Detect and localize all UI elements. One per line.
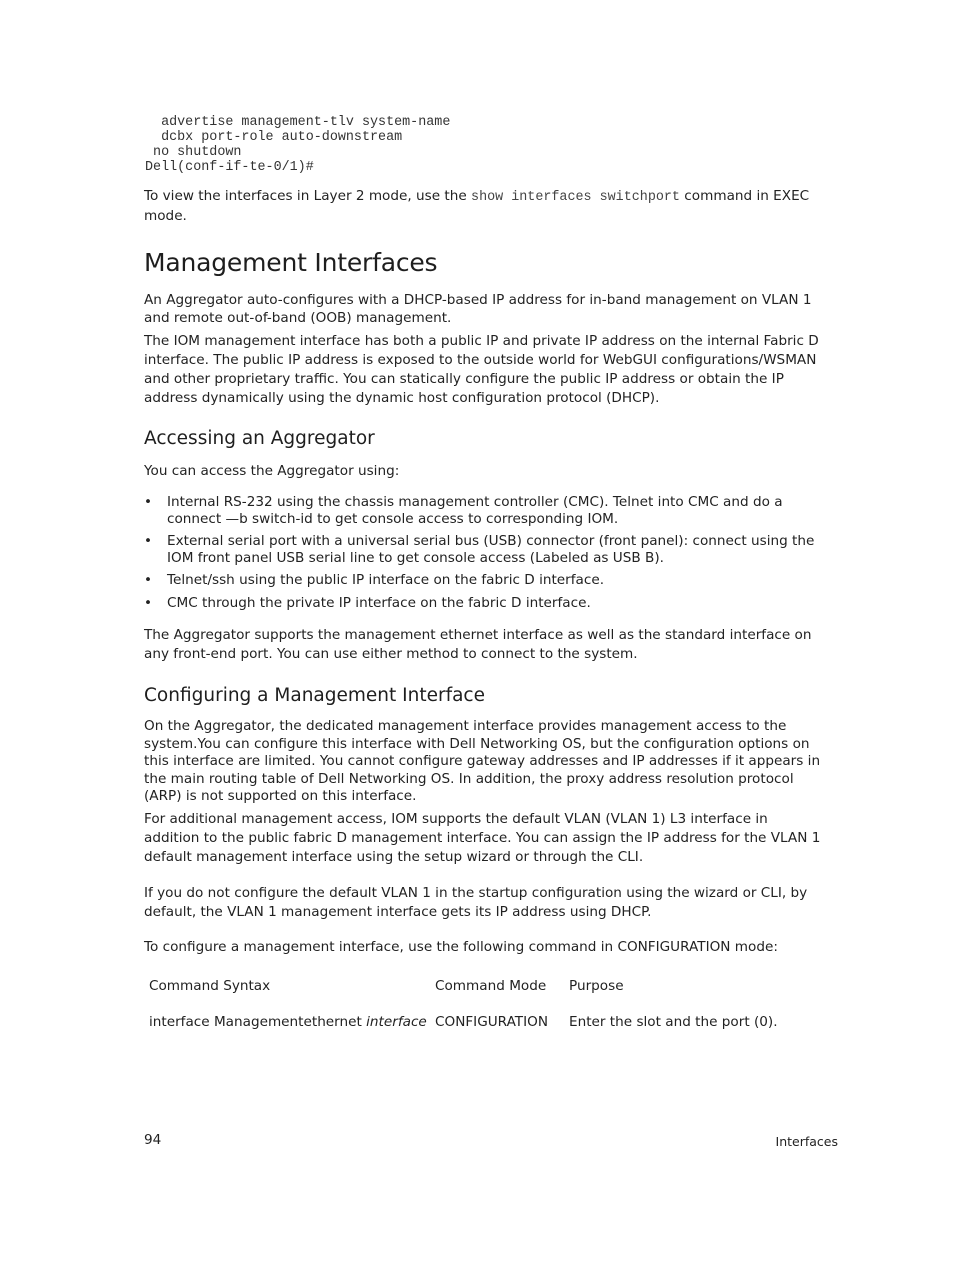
code-line: advertise management-tlv system-name (145, 115, 451, 130)
page-number: 94 (144, 1132, 162, 1148)
inline-command: show interfaces switchport (471, 190, 680, 205)
table-header-mode: Command Mode (435, 978, 547, 994)
paragraph: To configure a management interface, use the following command in CONFIGURATION mode: (144, 939, 778, 955)
table-cell-syntax (149, 1013, 427, 1031)
list-item (144, 572, 834, 589)
paragraph: On the Aggregator, the dedicated management interface provides management access to the system.You can configure this interface with Dell Networking OS, but the configuration options on this interface are limited. You cannot configure gateway addresses and IP addresses if it appears in the main routing table of Dell Networking OS. In addition, the proxy address resolution protocol (ARP) is not supported on this interface. (144, 718, 821, 804)
intro-paragraph (144, 187, 844, 226)
intro-text-after: command in EXEC (679, 188, 810, 204)
paragraph: If you do not configure the default VLAN 1 in the startup configuration using the wizard or CLI, by default, the VLAN 1 management interface gets its IP address using DHCP. (144, 885, 808, 920)
intro-text-line2: mode. (144, 208, 187, 224)
intro-text-before: To view the interfaces in Layer 2 mode, use the (144, 188, 472, 204)
list-item-text: CMC through the private IP interface on the fabric D interface. (167, 594, 591, 611)
bullet-icon: • (144, 572, 153, 588)
access-methods-list (144, 494, 834, 611)
footer-section-title: Interfaces (775, 1134, 838, 1149)
paragraph: You can access the Aggregator using: (144, 463, 400, 479)
list-item (144, 494, 834, 527)
command-table (144, 970, 844, 1040)
paragraph: For additional management access, IOM supports the default VLAN (VLAN 1) L3 interface in addition to the public fabric D management interface. You can assign the IP address for the VLAN 1 default management interface using the setup wizard or through the CLI. (144, 811, 821, 865)
list-item-text: Telnet/ssh using the public IP interface on the fabric D interface. (167, 572, 605, 588)
table-header-purpose: Purpose (569, 978, 624, 994)
bullet-icon: • (144, 494, 153, 510)
list-item (144, 533, 834, 566)
section-heading: Accessing an Aggregator (144, 428, 375, 449)
code-block (145, 115, 845, 175)
code-line: dcbx port-role auto-downstream (145, 130, 403, 145)
paragraph: An Aggregator auto-configures with a DHCP-based IP address for in-band management on VLAN 1 and remote out-of-band (OOB) management. (144, 292, 812, 326)
bullet-icon: • (144, 594, 153, 611)
table-header-syntax: Command Syntax (149, 978, 271, 994)
list-item (144, 595, 834, 612)
paragraph: The IOM management interface has both a public IP and private IP address on the internal Fabric D interface. The public IP address is exposed to the outside world for WebGUI configurations/WSMAN and other proprietary traffic. You can statically configure the public IP address or obtain the IP address dynamically using the dynamic host configuration protocol (DHCP). (144, 333, 819, 406)
command-syntax-text: interface Managementethernet (149, 1014, 367, 1030)
page-title: Management Interfaces (144, 248, 438, 277)
table-cell-mode: CONFIGURATION (435, 1014, 548, 1030)
section-heading: Configuring a Management Interface (144, 685, 485, 706)
code-line: no shutdown (145, 145, 242, 160)
code-line: Dell(conf-if-te-0/1)# (145, 160, 314, 175)
table-cell-purpose: Enter the slot and the port (0). (569, 1014, 778, 1030)
bullet-icon: • (144, 533, 153, 549)
paragraph: The Aggregator supports the management ethernet interface as well as the standard interface on any front-end port. You can use either method to connect to the system. (144, 627, 812, 662)
list-item-text: External serial port with a universal serial bus (USB) connector (front panel): connect using the IOM front panel USB serial line to get console access (Labeled as USB B). (167, 533, 815, 566)
command-syntax-param: interface (366, 1014, 427, 1030)
list-item-text: Internal RS-232 using the chassis management controller (CMC). Telnet into CMC and do a connect —b switch-id to get console access to corresponding IOM. (167, 494, 783, 527)
